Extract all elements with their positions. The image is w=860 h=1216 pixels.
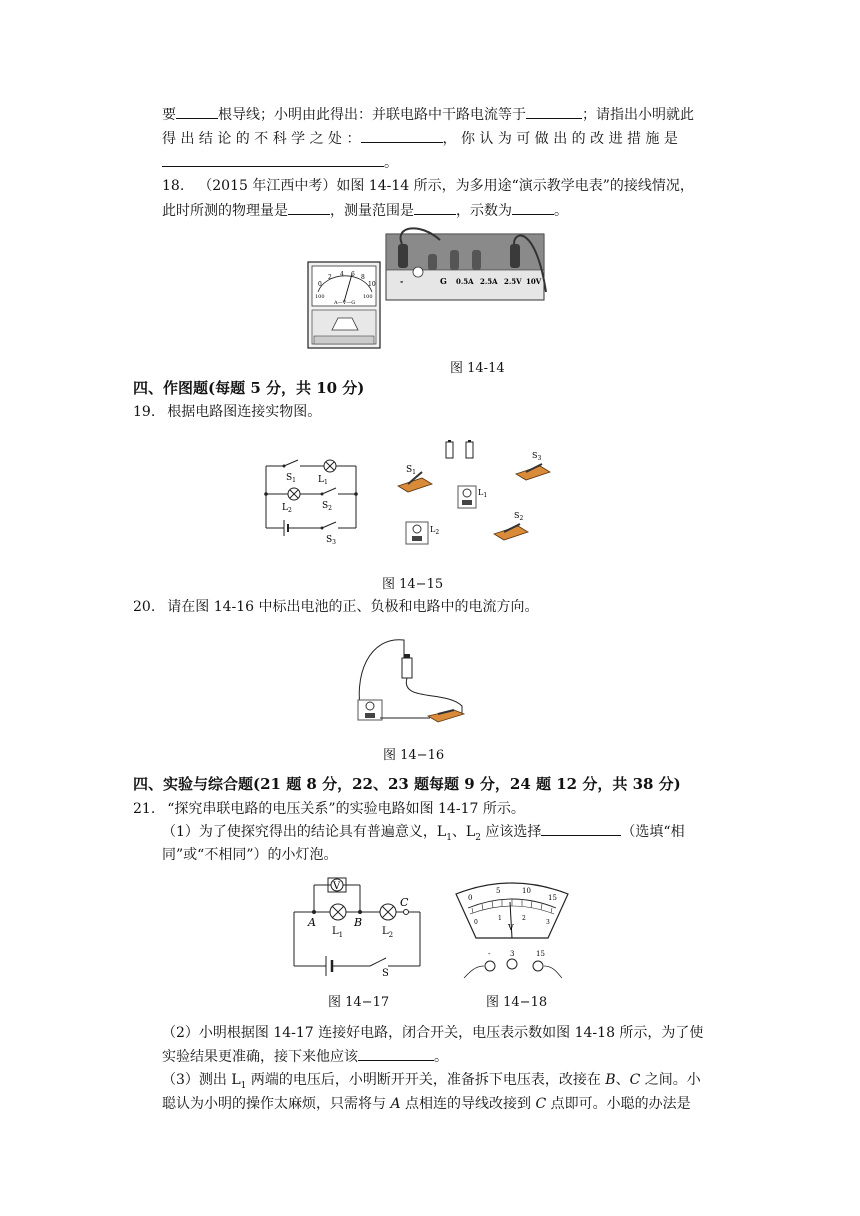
text: 两端的电压后，小明断开开关，准备拆下电压表，改接在	[246, 1072, 606, 1088]
switch-s1-real	[398, 478, 432, 492]
label-a: A	[308, 916, 316, 929]
q21-p1-line2	[162, 845, 732, 865]
text: （选填“相	[621, 824, 685, 840]
label-v: V	[333, 881, 341, 892]
svg-text:S2	[514, 511, 523, 522]
answer-blank[interactable]	[541, 821, 621, 836]
question-number: 21.	[133, 801, 156, 817]
meter-scale-inner-right: 100	[363, 294, 373, 300]
label: L	[318, 475, 324, 485]
text: 、L	[451, 824, 476, 840]
switch-s1	[284, 460, 298, 466]
terminal-post	[510, 244, 520, 268]
q21-p2-line2	[162, 1046, 732, 1067]
text: 。	[384, 155, 398, 171]
q21-p3-line2	[162, 1094, 732, 1114]
svg-text:L2	[282, 503, 292, 514]
real-components-14-15	[392, 438, 562, 550]
meter-scale-0: 0	[318, 281, 322, 288]
svg-text:S1	[406, 465, 416, 476]
text: 应该选择	[480, 824, 542, 840]
answer-blank[interactable]	[162, 152, 384, 167]
terminal-3: 3	[510, 950, 515, 958]
text: 点即可。小聪的办法是	[546, 1096, 691, 1112]
terminal-label-25v: 2.5V	[504, 277, 522, 286]
label: L	[430, 525, 436, 534]
switch	[370, 958, 386, 966]
text: 点相连的导线改接到	[400, 1096, 536, 1112]
label: S	[326, 535, 333, 544]
scale-inner-3: 3	[546, 919, 550, 926]
label-sub: 2	[519, 515, 524, 522]
text: 根导线；小明由此得出：并联电路中干路电流等于	[218, 107, 526, 123]
q17-line-2	[162, 128, 732, 149]
answer-blank[interactable]	[358, 1046, 434, 1061]
figure-caption: 图 14-14	[450, 361, 505, 376]
figure-caption: 图 14−18	[486, 995, 548, 1010]
q18-line-1	[162, 176, 732, 196]
battery-cell	[446, 442, 453, 458]
answer-blank[interactable]	[176, 104, 218, 119]
figure-14-16	[350, 634, 470, 726]
meter-scale-inner-left: 100	[315, 294, 325, 300]
label-b: B	[354, 916, 363, 929]
meter-scale-10: 10	[368, 281, 376, 288]
subscript: 1	[446, 832, 452, 843]
text: ，测量范围是	[330, 203, 414, 219]
unit-label: V	[508, 923, 514, 932]
terminal-15: 15	[536, 950, 545, 958]
text: 根据电路图连接实物图。	[167, 404, 322, 420]
label-c: C	[400, 896, 409, 909]
answer-blank[interactable]	[288, 200, 330, 215]
figure-caption: 图 14−17	[328, 995, 390, 1010]
label: S	[532, 451, 538, 460]
svg-text:S1	[286, 473, 296, 484]
q20-line	[133, 596, 539, 616]
terminal-label-g: G	[440, 276, 447, 286]
q21-p1-line1	[162, 821, 732, 848]
svg-text:S2	[322, 501, 332, 512]
label-sub: 2	[328, 505, 332, 512]
svg-text:L1	[332, 926, 343, 939]
q17-line-1	[162, 104, 732, 125]
scale-outer-15: 15	[548, 894, 557, 902]
text: ， 你 认 为 可 做 出 的 改 进 措 施 是	[442, 131, 678, 147]
svg-text:L1	[478, 488, 487, 499]
label: S	[286, 473, 293, 483]
text: A	[390, 1096, 401, 1112]
figure-caption: 图 14−15	[382, 577, 444, 592]
svg-text:S3	[326, 535, 336, 544]
q21-p2-line1	[162, 1023, 732, 1043]
label-sub: 3	[332, 539, 336, 544]
terminal-label-10v: 10V	[526, 277, 542, 286]
answer-blank[interactable]	[526, 104, 582, 119]
label: S	[406, 465, 413, 475]
question-number: 18.	[162, 178, 185, 194]
subscript: 2	[475, 832, 481, 843]
answer-blank[interactable]	[361, 128, 443, 143]
terminal-post	[533, 961, 543, 971]
scale-inner-0: 0	[474, 919, 478, 926]
text: 同”或“不相同”）的小灯泡。	[162, 847, 338, 863]
label-sub: 1	[338, 931, 344, 939]
text: （1）为了使探究得出的结论具有普遍意义，L	[162, 824, 447, 840]
switch-s3	[322, 522, 336, 528]
meter-scale-2: 2	[328, 274, 332, 281]
text: C	[535, 1096, 547, 1112]
q18-line-2	[162, 200, 732, 221]
label-sub: 1	[292, 477, 296, 484]
figure-caption: 图 14−16	[383, 748, 445, 763]
text: ，示数为	[456, 203, 512, 219]
answer-blank[interactable]	[512, 200, 554, 215]
question-number: 19.	[133, 404, 156, 420]
label: S	[514, 511, 520, 520]
text: 。	[554, 203, 568, 219]
text: （3）测出 L	[162, 1072, 241, 1088]
terminal-post	[398, 244, 408, 268]
label: L	[332, 926, 339, 937]
text: 聪认为小明的操作太麻烦，只需将与	[162, 1096, 391, 1112]
svg-text:L2	[430, 525, 439, 536]
q17-line-3	[162, 152, 732, 173]
switch-s2	[322, 488, 336, 494]
text: 要	[162, 107, 176, 123]
terminal-post	[507, 959, 517, 969]
label-sub: 2	[435, 529, 440, 536]
text: 得 出 结 论 的 不 科 学 之 处 ：	[162, 131, 361, 147]
meter-label: A—V—G	[334, 300, 356, 306]
terminal-label-05a: 0.5A	[456, 277, 474, 286]
terminal-label-25a: 2.5A	[480, 277, 498, 286]
section-title: 四、作图题(每题 5 分，共 10 分)	[133, 379, 365, 397]
text: （2015 年江西中考）如图 14-14 所示，为多用途“演示教学电表”的接线情况，	[198, 178, 694, 194]
text: 。	[434, 1049, 448, 1065]
text: 实验结果更准确，接下来他应该	[162, 1049, 358, 1065]
terminal-label-minus: -	[400, 276, 404, 286]
scale-outer-0: 0	[468, 894, 473, 902]
text: 、	[615, 1072, 630, 1088]
text: 之间。小	[640, 1072, 701, 1088]
scale-inner-2: 2	[522, 915, 526, 922]
section-title: 四、实验与综合题(21 题 8 分，22、23 题每题 9 分，24 题 12 分，共 38 分)	[133, 775, 681, 793]
label: L	[478, 488, 484, 497]
q19-line	[133, 401, 321, 421]
label-sub: 2	[287, 507, 292, 514]
label-sub: 2	[388, 931, 394, 939]
label-sub: 3	[537, 455, 542, 462]
meter-scale-6: 6	[351, 271, 355, 278]
subscript: 1	[240, 1080, 247, 1091]
meter-scale-8: 8	[361, 274, 365, 281]
label-sub: 1	[412, 469, 416, 476]
label-sub: 1	[483, 492, 488, 499]
label: L	[282, 503, 288, 513]
text: 请在图 14-16 中标出电池的正、负极和电路中的电流方向。	[167, 599, 539, 615]
scale-outer-5: 5	[496, 887, 501, 895]
label: L	[382, 926, 389, 937]
figure-14-18	[452, 880, 572, 980]
svg-text:L1	[318, 475, 328, 486]
terminal-post	[485, 961, 495, 971]
circuit-diagram-14-15	[258, 454, 370, 544]
label-sub: 1	[323, 479, 328, 486]
svg-text:S3	[532, 451, 541, 462]
answer-blank[interactable]	[414, 200, 456, 215]
text: ；请指出小明就此	[582, 107, 694, 123]
question-number: 20.	[133, 599, 156, 615]
terminal-minus: -	[488, 950, 491, 958]
battery-cell	[466, 442, 473, 458]
meter-scale-4: 4	[340, 271, 344, 278]
text: “探究串联电路的电压关系”的实验电路如图 14-17 所示。	[167, 801, 525, 817]
q21-intro	[133, 798, 525, 818]
q21-p3-line1	[162, 1070, 732, 1096]
scale-outer-10: 10	[522, 887, 531, 895]
wire	[406, 678, 462, 714]
text: C	[629, 1072, 641, 1088]
text: B	[605, 1072, 616, 1088]
scale-inner-1: 1	[498, 915, 502, 922]
battery	[402, 658, 412, 678]
text: （2）小明根据图 14-17 连接好电路，闭合开关，电压表示数如图 14-18 所示，为了使	[162, 1025, 704, 1041]
figure-14-14	[300, 226, 550, 350]
figure-14-17	[290, 876, 426, 976]
label: S	[322, 501, 329, 511]
svg-text:L2	[382, 926, 393, 939]
text: 此时所测的物理量是	[162, 203, 288, 219]
label-s: S	[382, 968, 389, 976]
